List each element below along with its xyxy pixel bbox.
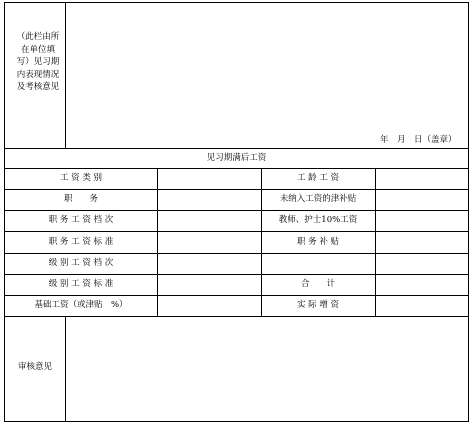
row-label-right: 教师、护士10%工资 [278, 215, 358, 225]
rule-row-7 [5, 316, 468, 317]
row-label-left: 职 务 [63, 194, 98, 204]
salary-form [4, 2, 469, 422]
row-label-left: 工 资 类 别 [59, 173, 103, 183]
row-label-left: 级 别 工 资 档 次 [48, 258, 114, 268]
date-seal-label: 年 月 日（盖章） [380, 135, 457, 145]
rule-row-2 [5, 210, 468, 211]
review-divider [65, 316, 66, 422]
col-divider-1 [157, 168, 158, 316]
review-label: 审核意见 [17, 362, 52, 372]
rule-row-1 [5, 189, 468, 190]
row-label-right: 实 际 增 资 [296, 300, 340, 310]
row-label-left: 职 务 工 资 标 准 [48, 237, 114, 247]
row-label-left: 职 务 工 资 档 次 [48, 215, 114, 225]
col-divider-3 [375, 168, 376, 316]
unit-opinion-note: （此栏由所在单位填写）见习期内表现情况及考核意见 [16, 32, 60, 92]
row-label-right: 合 计 [300, 279, 335, 289]
row-label-right: 未纳入工资的津补贴 [279, 194, 357, 204]
rule-row-5 [5, 274, 468, 275]
rule-row-4 [5, 253, 468, 254]
rule-row-3 [5, 231, 468, 232]
rule-title [5, 168, 468, 169]
row-label-right: 工 龄 工 资 [296, 173, 340, 183]
row-label-right: 职 务 补 贴 [296, 237, 340, 247]
rule-top-section [5, 148, 468, 149]
unit-note-divider [65, 3, 66, 148]
rule-row-6 [5, 295, 468, 296]
row-label-left: 基础工资（或津贴 %） [34, 300, 128, 310]
section-title: 见习期满后工资 [206, 153, 267, 163]
row-label-left: 级 别 工 资 标 准 [48, 279, 114, 289]
